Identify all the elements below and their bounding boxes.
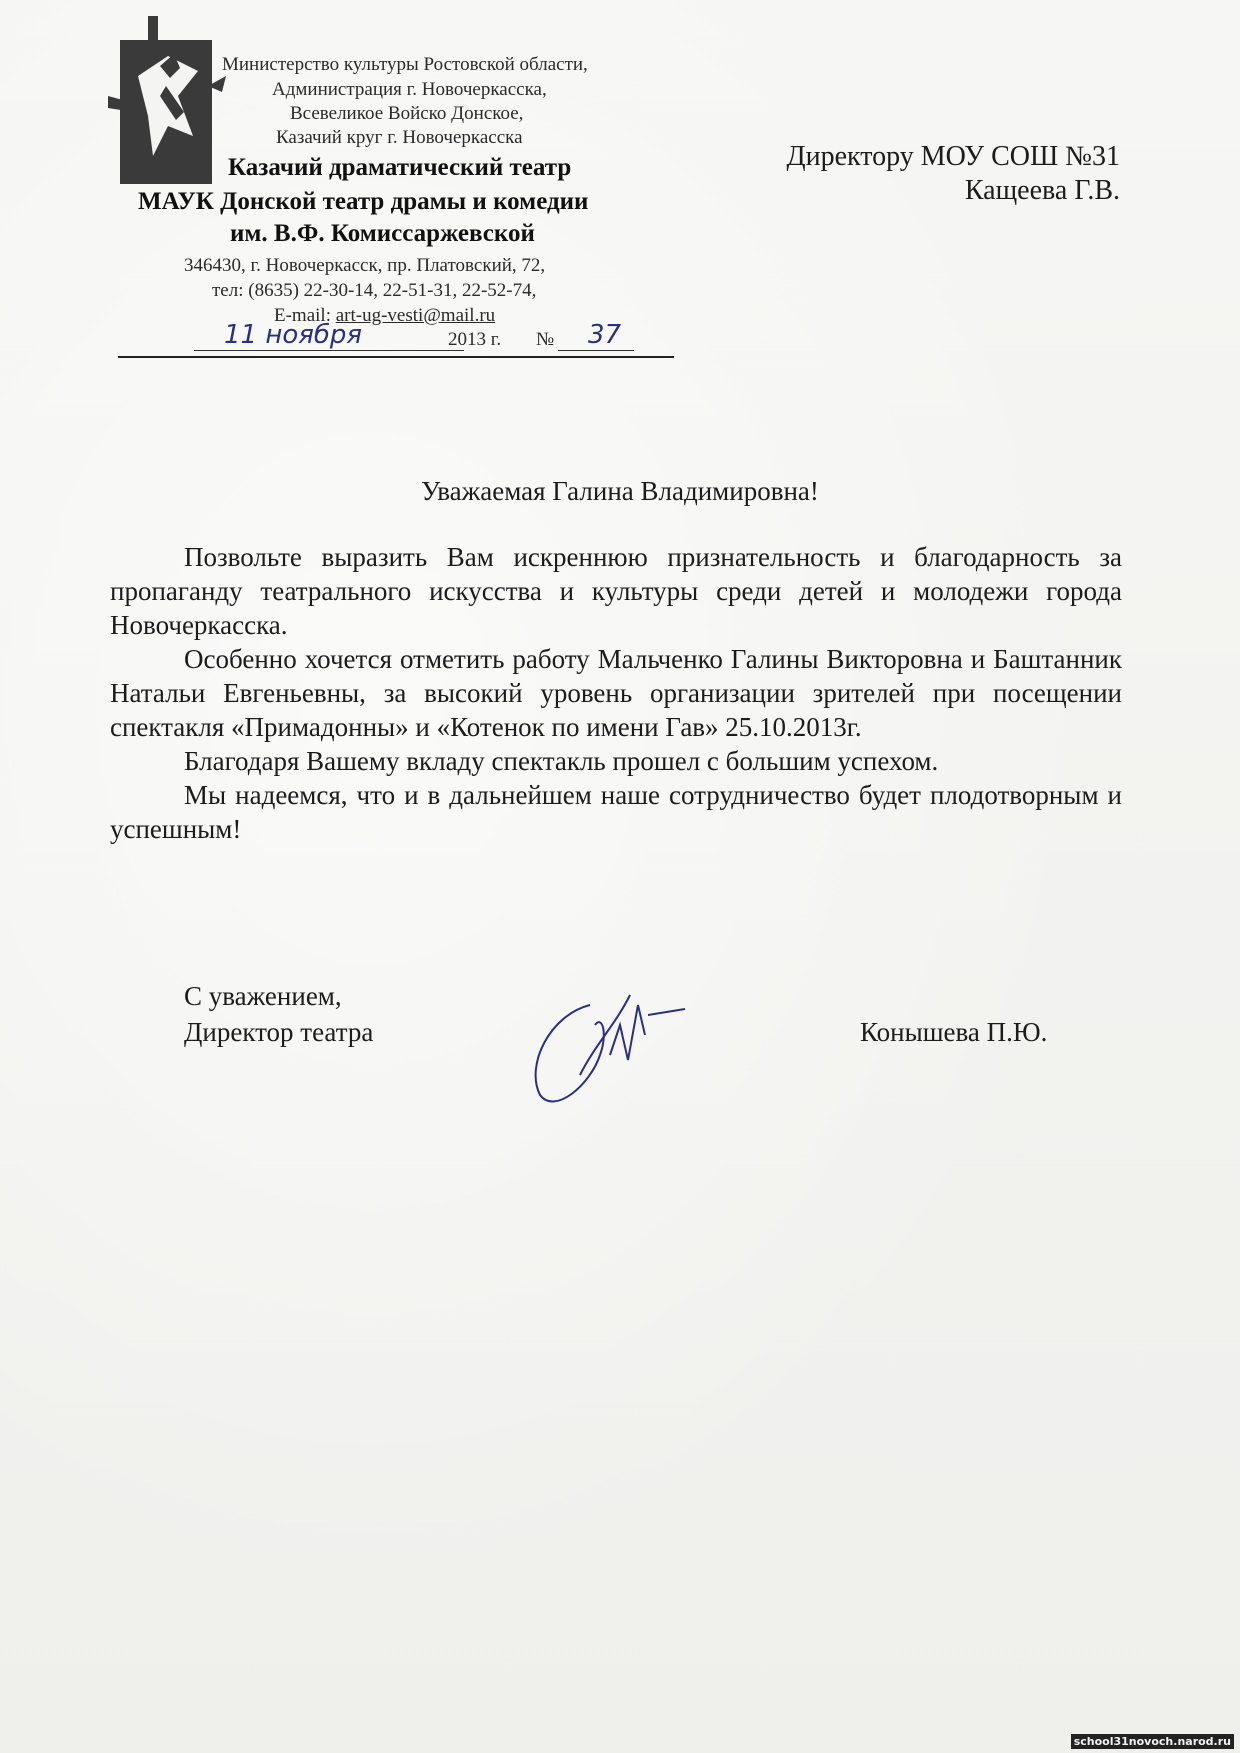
org-line-4: Казачий круг г. Новочеркасска	[276, 127, 523, 148]
address: 346430, г. Новочеркасск, пр. Платовский, 72,	[184, 255, 546, 276]
org-line-2: Администрация г. Новочеркасска,	[272, 79, 547, 100]
org-line-3: Всевеликое Войско Донское,	[290, 103, 524, 124]
letter-body	[110, 540, 1122, 846]
theatre-name-2: МАУК Донской театр драмы и комедии	[138, 188, 589, 215]
email-value[interactable]: art-ug-vesti@mail.ru	[335, 305, 496, 326]
handwritten-date: 11 ноября	[224, 320, 363, 350]
number-underline	[558, 350, 634, 351]
paragraph-3: Благодаря Вашему вкладу спектакль прошел с большим успехом.	[184, 746, 939, 776]
year: 2013 г.	[448, 329, 502, 350]
paragraph-2: Особенно хочется отметить работу Мальченко Галины Викторовна и Баштанник Натальи Евгеньевны, за высокий уровень организации зрителей при посещении спектакля «Примадонны» и «Котенок по имени Гав» 25.10.2013г.	[110, 644, 1122, 742]
theatre-name-3: им. В.Ф. Комиссаржевской	[230, 220, 535, 247]
phone: тел: (8635) 22-30-14, 22-51-31, 22-52-74,	[212, 280, 537, 301]
closing-block	[184, 978, 373, 1050]
header-divider	[118, 356, 674, 358]
recipient-title: Директору МОУ СОШ №31	[786, 141, 1120, 172]
greeting: Уважаемая Галина Владимировна!	[421, 476, 819, 506]
paragraph-1: Позвольте выразить Вам искреннюю признательность и благодарность за пропаганду театрального искусства и культуры среди детей и молодежи города Новочеркасска.	[110, 542, 1122, 640]
watermark: school31novoch.narod.ru	[1071, 1734, 1234, 1749]
handwritten-signature	[520, 985, 710, 1115]
director-name: Конышева П.Ю.	[860, 1017, 1048, 1047]
date-number-line	[118, 322, 674, 358]
theatre-name-1: Казачий драматический театр	[228, 154, 572, 181]
paragraph-4: Мы надеемся, что и в дальнейшем наше сотрудничество будет плодотворным и успешным!	[110, 780, 1122, 844]
handwritten-number: 37	[588, 320, 622, 350]
date-underline	[194, 350, 464, 351]
closing-regards: С уважением,	[184, 981, 342, 1011]
email-label: E-mail:	[274, 305, 331, 326]
recipient-name: Кащеева Г.В.	[964, 175, 1120, 206]
closing-position: Директор театра	[184, 1017, 374, 1047]
org-line-1: Министерство культуры Ростовской области,	[222, 54, 588, 75]
theatre-logo	[108, 16, 226, 184]
number-label: №	[536, 329, 555, 350]
